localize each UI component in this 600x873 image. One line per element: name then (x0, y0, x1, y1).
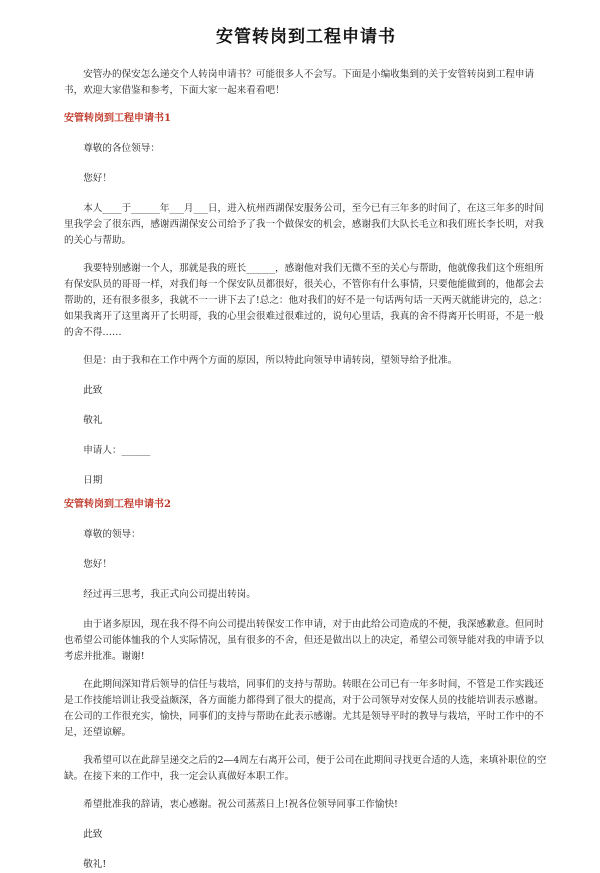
intro-paragraph: 安管办的保安怎么递交个人转岗申请书？可能很多人不会写。下面是小编收集到的关于安管转岗到工程申请书，欢迎大家借鉴和参考，下面大家一起来看看吧！ (64, 69, 535, 96)
letter2-salutation: 尊敬的领导： (83, 529, 141, 540)
letter2-paragraph-2: 由于诸多原因，现在我不得不向公司提出转保安工作申请，对于由此给公司造成的不便，我深感歉意。但同时也希望公司能体恤我的个人实际情况，虽有很多的不舍，但还是做出以上的决定，希望公司领导能对我的申请予以考虑并批准。谢谢! (64, 619, 544, 662)
letter1-salutation: 尊敬的各位领导： (83, 143, 160, 154)
letter2-closing-1: 此致 (83, 829, 103, 840)
letter1-closing-1: 此致 (83, 385, 103, 396)
page-title: 安管转岗到工程申请书 (216, 27, 396, 47)
letter1-greeting: 您好！ (83, 173, 112, 184)
letter2-greeting: 您好！ (83, 559, 112, 570)
letter1-date: 日期 (83, 475, 103, 486)
letter2-paragraph-3: 在此期间深知背后领导的信任与栽培，同事们的支持与帮助。转眼在公司已有一年多时间，不管是工作实践还是工作技能培训让我受益颇深，各方面能力都得到了很大的提高，对于公司领导对安保人员的技能培训表示感谢。在公司的工作很充实，愉快，同事们的支持与帮助在此表示感谢。尤其是领导平时的教导与栽培，平时工作中的不足，还望谅解。 (64, 679, 544, 738)
letter2-paragraph-1: 经过再三思考，我正式向公司提出转岗。 (83, 589, 256, 600)
letter1-applicant: 申请人：______ (83, 445, 151, 456)
letter1-closing-2: 敬礼 (83, 415, 103, 426)
letter1-paragraph-3: 但是：由于我和在工作中两个方面的原因，所以特此向领导申请转岗，望领导给予批准。 (83, 355, 458, 366)
letter1-paragraph-1: 本人____于______年___月___日，进入杭州西湖保安服务公司，至今已有三年多的时间了，在这三年多的时间里我学会了很东西，感谢西湖保安公司给予了我一个做保安的机会，感谢我们大队长毛立和我们班长李长明，对我的关心与帮助。 (64, 203, 544, 246)
letter1-heading: 安管转岗到工程申请书1 (64, 113, 171, 124)
letter2-closing-2: 敬礼! (83, 859, 107, 870)
letter2-paragraph-4: 我希望可以在此辞呈递交之后的2—4周左右离开公司，便于公司在此期间寻找更合适的人选，来填补职位的空缺。在接下来的工作中，我一定会认真做好本职工作。 (64, 755, 547, 782)
letter2-heading: 安管转岗到工程申请书2 (64, 499, 171, 510)
letter2-paragraph-5: 希望批准我的辞请，衷心感谢。祝公司蒸蒸日上!祝各位领导同事工作愉快! (83, 799, 398, 810)
letter1-paragraph-2: 我要特别感谢一个人，那就是我的班长______，感谢他对我们无微不至的关心与帮助，他就像我们这个班组所有保安队员的哥哥一样，对我们每一个保安队员都很好，很关心，不管你有什么事情，只要他能做到的，他都会去帮助的，还有很多很多，我就不一一讲下去了!总之：他对我们的好不是一句话两句话一天两天就能讲完的，总之：如果我离开了这里离开了长明哥，我的心里会很难过很难过的，说句心里话，我真的舍不得离开长明哥，不是一般的舍不得…… (64, 263, 548, 338)
